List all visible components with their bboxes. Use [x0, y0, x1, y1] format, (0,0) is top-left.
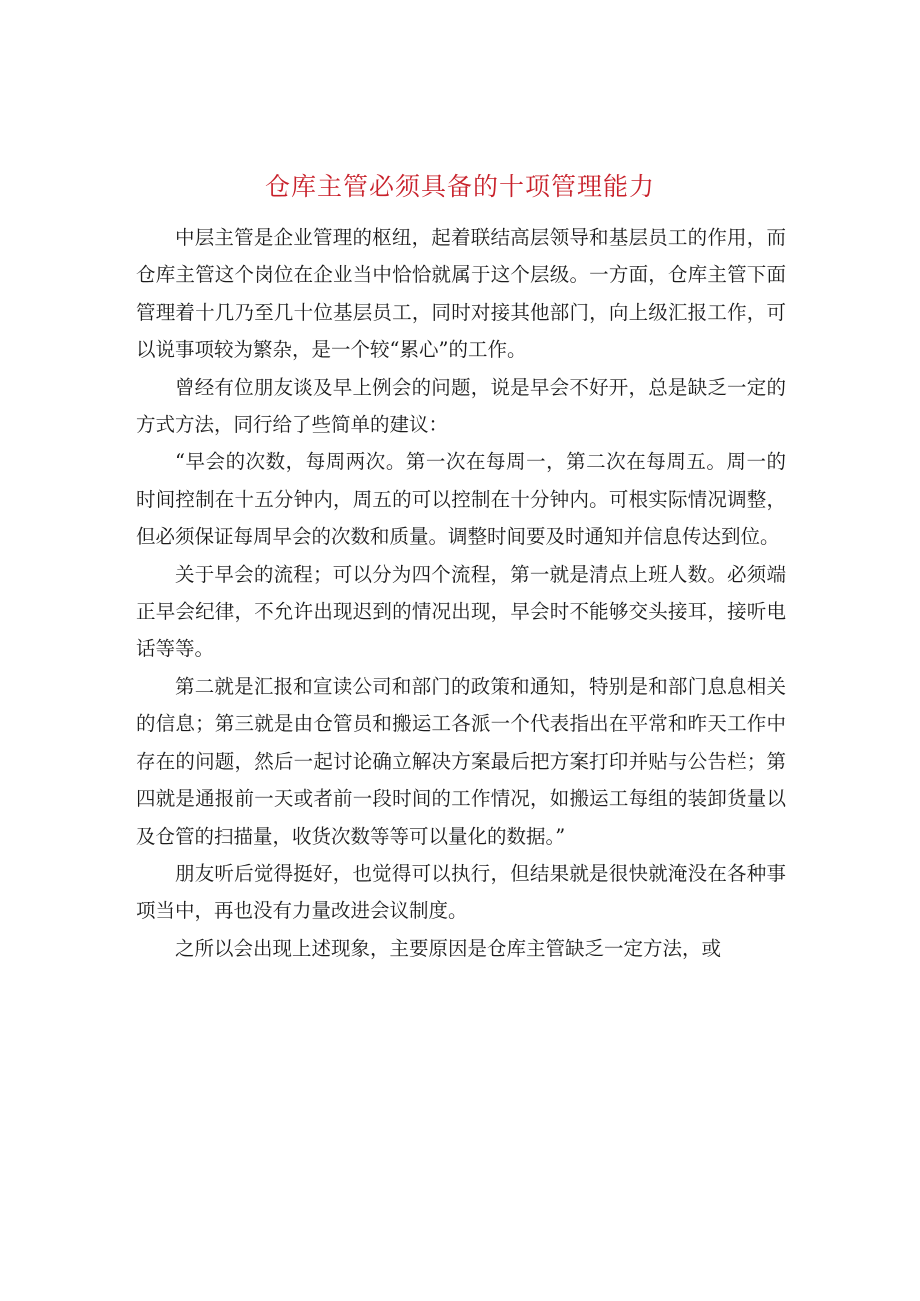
paragraph: 曾经有位朋友谈及早上例会的问题，说是早会不好开，总是缺乏一定的方式方法，同行给了些简单的建议： — [136, 375, 786, 437]
document-body — [136, 219, 786, 967]
paragraph: 中层主管是企业管理的枢纽，起着联结高层领导和基层员工的作用，而仓库主管这个岗位在企业当中恰恰就属于这个层级。一方面，仓库主管下面管理着十几乃至几十位基层员工，同时对接其他部门，向上级汇报工作，可以说事项较为繁杂，是一个较“累心”的工作。 — [136, 226, 786, 362]
paragraph: 朋友听后觉得挺好，也觉得可以执行，但结果就是很快就淹没在各种事项当中，再也没有力量改进会议制度。 — [136, 861, 786, 923]
paragraph: “早会的次数，每周两次。第一次在每周一，第二次在每周五。周一的时间控制在十五分钟内，周五的可以控制在十分钟内。可根实际情况调整，但必须保证每周早会的次数和质量。调整时间要及时通知并信息传达到位。 — [136, 450, 786, 549]
paragraph: 之所以会出现上述现象，主要原因是仓库主管缺乏一定方法，或 — [175, 936, 722, 960]
document-title: 仓库主管必须具备的十项管理能力 — [264, 172, 655, 201]
paragraph: 第二就是汇报和宣读公司和部门的政策和通知，特别是和部门息息相关的信息；第三就是由仓管员和搬运工各派一个代表指出在平常和昨天工作中存在的问题，然后一起讨论确立解决方案最后把方案打印并贴与公告栏；第四就是通报前一天或者前一段时间的工作情况，如搬运工每组的装卸货量以及仓管的扫描量，收货次数等等可以量化的数据。” — [136, 674, 786, 848]
paragraph: 关于早会的流程；可以分为四个流程，第一就是清点上班人数。必须端正早会纪律，不允许出现迟到的情况出现，早会时不能够交头接耳，接听电话等等。 — [136, 562, 786, 661]
